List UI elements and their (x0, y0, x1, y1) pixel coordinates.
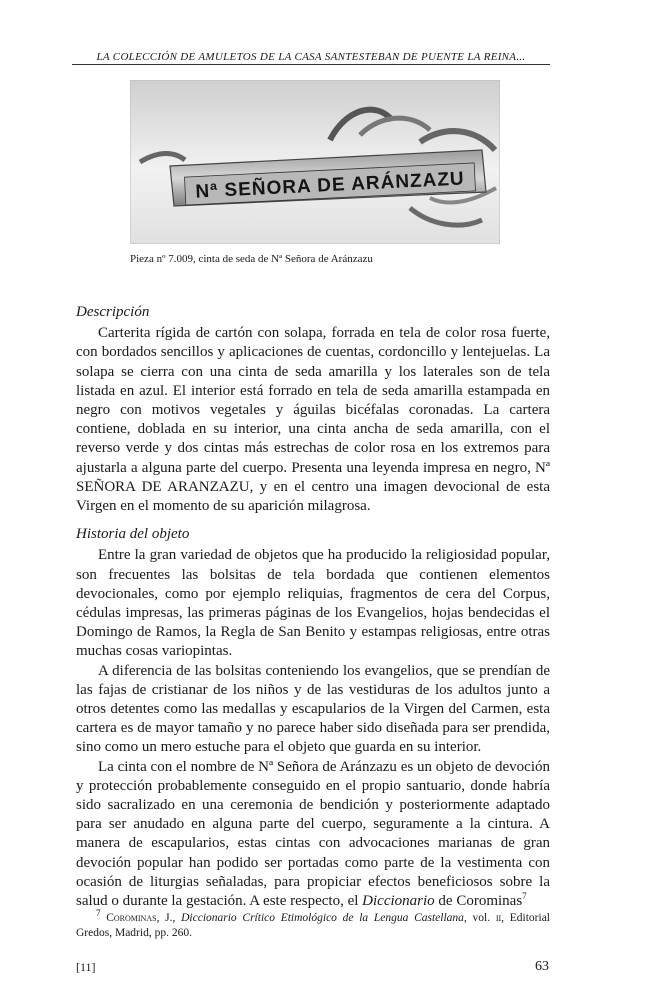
page-number: 63 (535, 959, 549, 974)
footnote (76, 908, 550, 941)
footnote-text: , Editorial Gredos, Madrid, pp. 260. (76, 912, 550, 939)
paragraph-descripcion (76, 324, 550, 516)
section-title-descripcion: Descripción (76, 304, 150, 320)
figure-caption: Pieza nº 7.009, cinta de seda de Nª Señora de Aránzazu (130, 253, 373, 265)
footnote-number: 7 (96, 908, 101, 919)
section-title-historia: Historia del objeto (76, 526, 190, 543)
paragraph-text: de Corominas (438, 893, 523, 910)
paragraph-text: , y en el centro una imagen devocional de esta Virgen en el momento de su aparición milagrosa. (76, 478, 550, 515)
footnote-author: Corominas (106, 912, 157, 924)
paragraph-text: La cinta con el nombre de Nª Señora de Aránzazu es un objeto de devoción y protección probablemente conseguido en el propio santuario, donde habría sido sacralizado en una ceremonia de bendición y posteriormente adaptado para ser anudado en alguna parte del cuerpo, seguramente a la cintura. A manera de escapularios, estas cintas con advocaciones marianas de gran devoción popular han podido ser portadas como parte de la vestimenta con ocasión de liturgias señaladas, para propiciar efectos beneficiosos sobre la salud o durante la gestación. A este respecto, el (76, 758, 550, 910)
footnote-text: , J., (156, 912, 176, 924)
running-header: LA COLECCIÓN DE AMULETOS DE LA CASA SANTESTEBAN DE PUENTE LA REINA... (96, 51, 526, 63)
footnote-reference[interactable]: 7 (522, 891, 527, 902)
paragraph-historia-1: Entre la gran variedad de objetos que ha producido la religiosidad popular, son frecuentes las bolsitas de tela bordada que contienen elementos devocionales, como por ejemplo reliquias, fragmentos de cera del Corpus, cédulas impresas, las primeras páginas de los Evangelios, hojas bendecidas el Domingo de Ramos, la Regla de San Benito y estampas religiosas, entre otras muchas cosas variopintas. (76, 547, 550, 660)
body-text (76, 303, 550, 911)
header-rule (72, 64, 550, 65)
footnote-title: Diccionario Crítico Etimológico de la Lengua Castellana (181, 912, 464, 924)
ribbon-lettering: Nª SEÑORA DE ARÁNZAZU (195, 168, 466, 203)
footnote-text: , vol. (463, 912, 491, 924)
paragraph-text: Carterita rígida de cartón con solapa, forrada en tela de color rosa fuerte, con bordados sencillos y aplicaciones de cuentas, cordoncillo y lentejuelas. La solapa se cierra con una cinta de seda amarilla y los laterales son de tela listada en azul. El interior está forrado en tela de seda amarilla estampada en negro con motivos vegetales y águilas bicéfalas coronadas. La cartera contiene, doblada en su interior, una cinta ancha de seda amarilla, con el reverso verde y dos cintas más estrechas de color rosa en los extremos para ajustarla a alguna parte del cuerpo. Presenta una leyenda impresa en negro, (76, 325, 550, 476)
inscription-smallcaps: Nª SEÑORA DE ARANZAZU (76, 459, 550, 495)
paragraph-historia-3 (76, 758, 550, 912)
footer-section-number: [11] (76, 960, 96, 974)
italic-title: Diccionario (362, 893, 435, 910)
paragraph-historia-2: A diferencia de las bolsitas conteniendo los evangelios, que se prendían de las fajas de cristianar de los niños y de las vestiduras de los adultos junto a otros detentes como las medallas y escapularios de la Virgen del Carmen, esta cartera es de mayor tamaño y no parece haber sido diseñada para ser prendida, sino como un mero estuche para el objeto que guarda en su interior. (76, 662, 550, 756)
ribbon-photo (130, 80, 500, 244)
footnote-volume: ii (495, 912, 502, 924)
